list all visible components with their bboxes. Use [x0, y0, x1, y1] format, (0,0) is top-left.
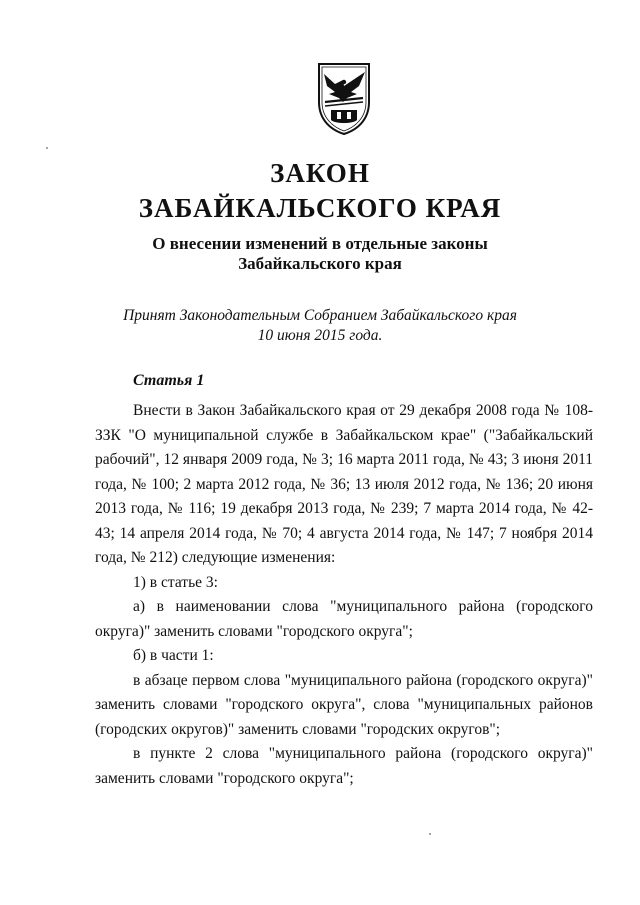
law-subtitle [0, 234, 640, 274]
subtitle-line-2: Забайкальского края [238, 254, 402, 273]
article-heading: Статья 1 [133, 372, 205, 389]
adoption-line-1: Принят Законодательным Собранием Забайкальского края [123, 307, 517, 324]
article-body [95, 399, 593, 791]
law-title: ЗАКОН [270, 158, 370, 188]
adoption-line-2: 10 июня 2015 года. [257, 327, 383, 344]
paragraph: в пункте 2 слова "муниципального района (городского округа)" заменить словами "городского округа"; [95, 745, 593, 787]
paragraph: в абзаце первом слова "муниципального района (городского округа)" заменить словами "городского округа", слова "муниципальных районов (городских округов)" заменить словами "городских округов"; [95, 671, 593, 738]
scan-speck [46, 147, 48, 149]
paragraph: б) в части 1: [133, 647, 214, 664]
subtitle-line-1: О внесении изменений в отдельные законы [152, 234, 488, 253]
paragraph: Внести в Закон Забайкальского края от 29 декабря 2008 года № 108-ЗЗК "О муниципальной службе в Забайкальском крае" ("Забайкальский рабочий", 12 января 2009 года, № 3; 16 марта 2011 года, № 43; 3 июня 2011 года, № 100; 2 марта 2012 года, № 36; 13 июля 2012 года, № 136; 20 июня 2013 года, № 116; 19 декабря 2013 года, № 239; 7 марта 2014 года, № 42-43; 14 апреля 2014 года, № 70; 4 августа 2014 года, № 147; 7 ноября 2014 года, № 212) следующие изменения: [95, 402, 593, 566]
region-title: ЗАБАЙКАЛЬСКОГО КРАЯ [138, 193, 502, 223]
paragraph: 1) в статье 3: [133, 573, 218, 591]
adoption-note [0, 306, 640, 346]
paragraph: а) в наименовании слова "муниципального района (городского округа)" заменить словами "городского округа"; [95, 598, 593, 640]
scan-speck [429, 833, 431, 835]
coat-of-arms-icon [313, 62, 375, 136]
